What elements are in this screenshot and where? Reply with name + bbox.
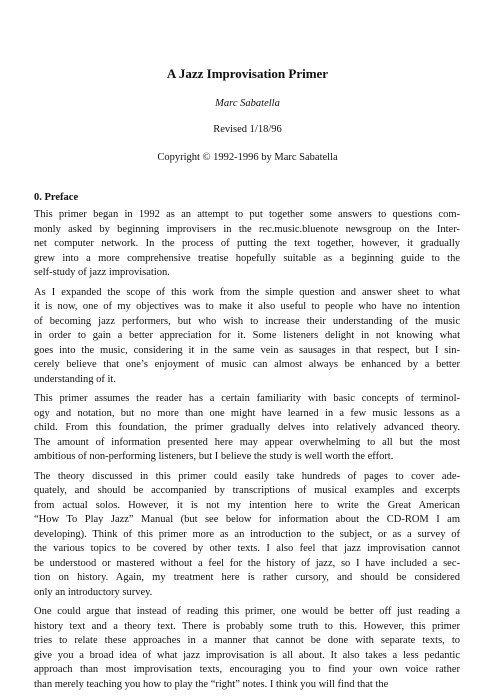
- paragraph-line: cerely believe that one’s enjoyment of music can almost always be enhanced by a better: [34, 359, 460, 370]
- paragraph-line: be understood or mastered without a feel for the history of jazz, so I have included a sec-: [34, 557, 460, 569]
- document-title: A Jazz Improvisation Primer: [166, 66, 329, 81]
- revision-date: Revised 1/18/96: [213, 124, 282, 135]
- paragraph-line: ambitious of non-performing listeners, but I believe the study is well worth the effort.: [34, 451, 394, 462]
- paragraph-line: “How To Play Jazz” Manual (but see below for information about the CD-ROM I am: [34, 514, 460, 525]
- paragraph-line: of becoming jazz performers, but who wish to increase their understanding of the music: [34, 315, 460, 327]
- paragraph-line: history text and a theory text. There is probably some truth to this. However, this primer: [34, 620, 460, 632]
- paragraph-line: net computer network. In the process of putting the text together, however, it gradually: [34, 238, 460, 249]
- paragraph-line: the various topics to be covered by other texts. I also feel that jazz improvisation cannot: [34, 543, 460, 554]
- preface-paragraph: [34, 392, 460, 465]
- preface-body: [34, 208, 460, 697]
- paragraph-line: child. From this foundation, the primer gradually delves into relatively advanced theory.: [34, 422, 460, 433]
- paragraph-line: grew into a more comprehensive treatise hopefully suitable as a beginning guide to the: [34, 252, 460, 264]
- preface-paragraph: [34, 605, 460, 692]
- paragraph-line: from actual solos. However, it is not my intention here to write the Great American: [34, 499, 460, 511]
- section-heading-preface: 0. Preface: [34, 192, 79, 203]
- preface-paragraph: [34, 208, 460, 281]
- paragraph-line: approach than most improvisation texts, encouraging you to find your own voice rather: [34, 664, 460, 675]
- copyright-notice: Copyright © 1992-1996 by Marc Sabatella: [157, 152, 338, 163]
- paragraph-line: As I expanded the scope of this work from the simple question and answer sheet to what: [34, 286, 460, 298]
- paragraph-line: developing). Think of this primer more as an introduction to the subject, or as a survey of: [34, 528, 460, 540]
- paragraph-line: tries to relate these approaches in a manner that cannot be done with separate texts, to: [34, 635, 460, 646]
- paragraph-line: give you a broad idea of what jazz improvisation is all about. It also takes a less pedantic: [34, 649, 460, 661]
- paragraph-line: ogy and notation, but no more than one might have learned in a few music lessons as a: [34, 407, 460, 419]
- paragraph-line: The theory discussed in this primer could easily take hundreds of pages to cover ade-: [34, 470, 460, 482]
- paragraph-line: quately, and should be accompanied by transcriptions of musical examples and excerpts: [34, 485, 460, 496]
- paragraph-line: in order to gain a better appreciation for it. Some listeners delight in not knowing what: [34, 330, 460, 341]
- paragraph-line: One could argue that instead of reading this primer, one would be better off just reading a: [34, 606, 460, 617]
- paragraph-line: goes into the music, considering it in the same vein as sausages in that respect, but I sin-: [34, 344, 460, 356]
- paragraph-line: than merely teaching you how to play the “right” notes. I think you will find that the: [34, 678, 389, 690]
- paragraph-line: tion on history. Again, my treatment here is rather cursory, and should be considered: [34, 572, 460, 583]
- preface-paragraph: [34, 470, 460, 601]
- paragraph-line: it is now, one of my objectives was to make it also useful to people who have no intention: [34, 301, 460, 312]
- paragraph-line: self-study of jazz improvisation.: [34, 267, 170, 278]
- paragraph-line: This primer assumes the reader has a certain familiarity with basic concepts of terminol-: [34, 393, 460, 404]
- paragraph-line: understanding of it.: [34, 373, 116, 385]
- preface-paragraph: [34, 286, 460, 388]
- paragraph-line: This primer began in 1992 as an attempt to put together some answers to questions com-: [34, 209, 460, 220]
- paragraph-line: The amount of information presented here may appear overwhelming to all but the most: [34, 436, 460, 448]
- paragraph-line: only an introductory survey.: [34, 586, 153, 598]
- document-author: Marc Sabatella: [215, 98, 280, 109]
- paragraph-line: monly asked by beginning improvisers in the rec.music.bluenote newsgroup on the Inter-: [34, 223, 460, 235]
